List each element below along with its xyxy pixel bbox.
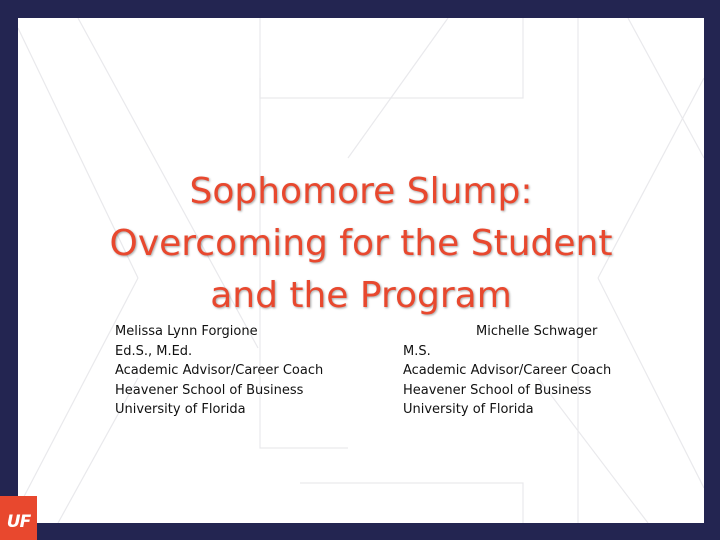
author-block-right [403,322,611,420]
title-line-1: Sophomore Slump: [189,171,533,212]
uf-logo-text: UF [6,512,31,532]
author-degrees: Ed.S., M.Ed. [115,343,193,359]
author-block-left [115,322,323,420]
author-school: Heavener School of Business [403,382,592,398]
slide [18,18,704,523]
author-university: University of Florida [403,402,534,417]
slide-title [18,166,704,322]
title-line-3: and the Program [210,275,512,316]
author-degrees: M.S. [403,343,431,359]
title-line-2: Overcoming for the Student [109,223,613,264]
author-role: Academic Advisor/Career Coach [403,363,612,378]
author-university: University of Florida [115,402,246,417]
author-role: Academic Advisor/Career Coach [115,363,324,378]
uf-logo [0,496,37,540]
author-school: Heavener School of Business [115,382,304,398]
author-name: Melissa Lynn Forgione [115,324,258,339]
author-name: Michelle Schwager [476,324,598,339]
